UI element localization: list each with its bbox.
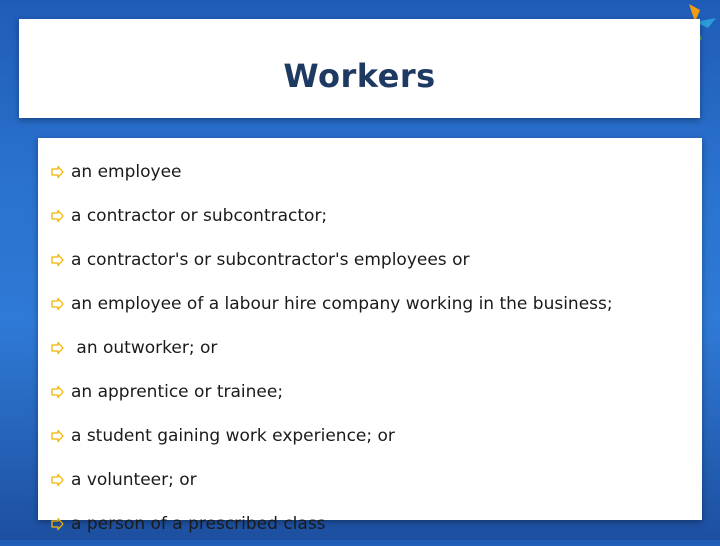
list-item-text: a student gaining work experience; or xyxy=(71,426,395,446)
list-item xyxy=(38,370,613,414)
bullet-list xyxy=(38,150,613,546)
slide-title: Workers xyxy=(283,57,436,95)
list-item-text: an outworker; or xyxy=(71,338,218,358)
arrow-bullet-icon xyxy=(50,209,64,223)
list-item xyxy=(38,150,613,194)
list-item xyxy=(38,414,613,458)
content-panel xyxy=(38,138,702,534)
list-item xyxy=(38,282,613,326)
list-item-text: a contractor or subcontractor; xyxy=(71,206,328,226)
arrow-bullet-icon xyxy=(50,297,64,311)
arrow-bullet-icon xyxy=(50,473,64,487)
list-item-text: an employee xyxy=(71,162,182,182)
list-item-text: a person of a prescribed class xyxy=(71,514,326,534)
list-item-text: an apprentice or trainee; xyxy=(71,382,284,402)
title-panel xyxy=(19,19,700,118)
arrow-bullet-icon xyxy=(50,517,64,531)
arrow-bullet-icon xyxy=(50,385,64,399)
list-item xyxy=(38,194,613,238)
list-item xyxy=(38,326,613,370)
arrow-bullet-icon xyxy=(50,429,64,443)
arrow-bullet-icon xyxy=(50,253,64,267)
list-item-text: an employee of a labour hire company working in the business; xyxy=(71,294,613,314)
list-item-text: a volunteer; or xyxy=(71,470,197,490)
list-item-text: a contractor's or subcontractor's employees or xyxy=(71,250,470,270)
list-item xyxy=(38,502,613,546)
arrow-bullet-icon xyxy=(50,165,64,179)
arrow-bullet-icon xyxy=(50,341,64,355)
list-item xyxy=(38,458,613,502)
list-item xyxy=(38,238,613,282)
